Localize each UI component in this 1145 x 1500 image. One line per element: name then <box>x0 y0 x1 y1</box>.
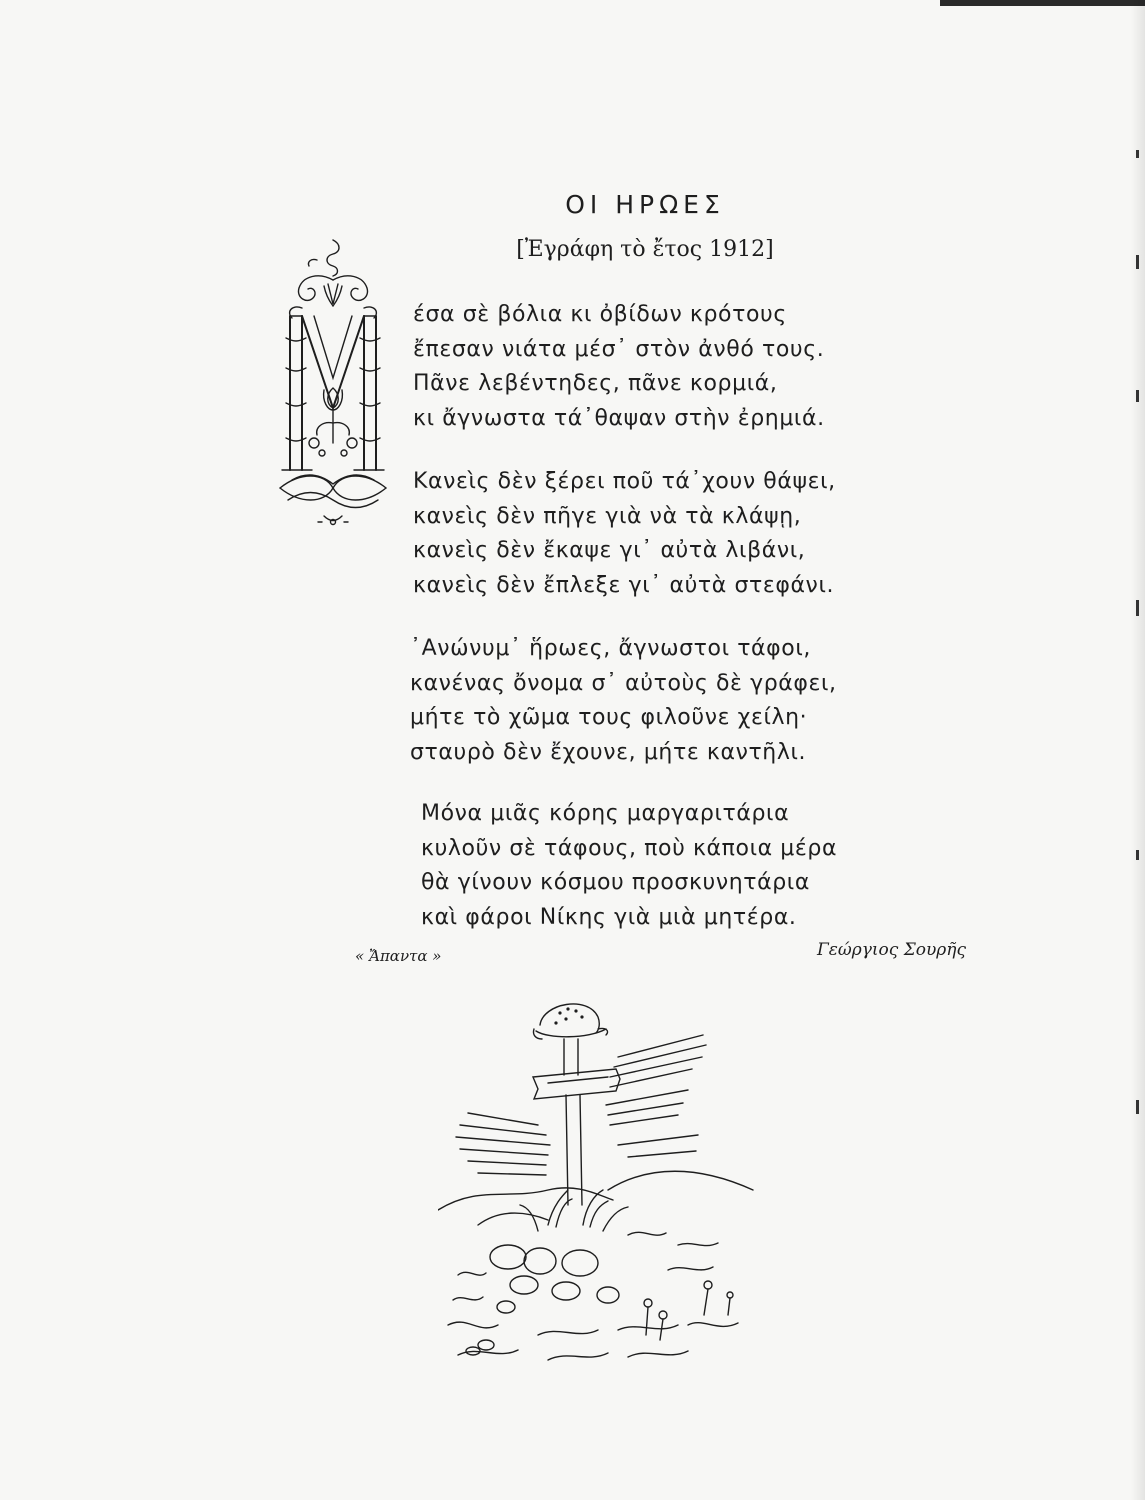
edge-mark <box>1136 600 1139 616</box>
poem-line: θὰ γίνουν κόσμου προσκυνητάρια <box>421 870 810 895</box>
poem-line: Κανεὶς δὲν ξέρει ποῦ τά᾽χουν θάψει, <box>413 469 836 494</box>
poem-line: καὶ φάροι Νίκης γιὰ μιὰ μητέρα. <box>421 904 797 930</box>
author-name: Γεώργιος Σουρῆς <box>816 940 966 960</box>
poem-title: ΟΙ ΗΡΩΕΣ <box>565 190 725 219</box>
stanza-1 <box>413 298 825 436</box>
stanza-4 <box>421 797 837 935</box>
page-binding-shadow <box>1131 0 1145 1500</box>
poem-line: Μόνα μιᾶς κόρης μαργαριτάρια <box>421 801 790 826</box>
poem-line: ᾽Ανώνυμ᾽ ἥρωες, ἄγνωστοι τάφοι, <box>410 636 811 661</box>
edge-mark <box>1136 390 1139 402</box>
poem-line: κανεὶς δὲν ἔκαψε γι᾽ αὐτὰ λιβάνι, <box>413 538 806 563</box>
grave-cross-helmet-illustration <box>438 995 763 1370</box>
edge-mark <box>1136 850 1139 860</box>
edge-mark <box>1136 1100 1139 1114</box>
poem-line: ἔπεσαν νιάτα μέσ᾽ στὸν ἀνθό τους. <box>413 336 825 362</box>
stanza-3 <box>410 632 837 770</box>
poem-line: έσα σὲ βόλια κι ὀβίδων κρότους <box>413 302 787 327</box>
poem-line: Πᾶνε λεβέντηδες, πᾶνε κορμιά, <box>413 371 778 396</box>
poem-line: κι ἄγνωστα τά᾽θαψαν στὴν ἐρημιά. <box>413 405 825 431</box>
poem-line: κυλοῦν σὲ τάφους, ποὺ κάποια μέρα <box>421 835 838 861</box>
poem-line: κανεὶς δὲν πῆγε γιὰ νὰ τὰ κλάψῃ, <box>413 503 802 529</box>
edge-mark <box>1136 150 1139 158</box>
source-citation: « Ἄπαντα » <box>355 947 442 965</box>
page-edge-shadow <box>940 0 1145 6</box>
poem-line: κανεὶς δὲν ἔπλεξε γι᾽ αὐτὰ στεφάνι. <box>413 572 835 598</box>
poem-line: σταυρὸ δὲν ἔχουνε, μήτε καντῆλι. <box>410 739 807 765</box>
poem-subtitle: [Ἐγράφη τὸ ἔτος 1912] <box>516 237 774 262</box>
poem-line: μήτε τὸ χῶμα τους φιλοῦνε χείλη· <box>410 705 808 730</box>
stanza-2 <box>413 465 836 603</box>
drop-cap-m-ornament <box>272 238 394 530</box>
poem-line: κανένας ὄνομα σ᾽ αὐτοὺς δὲ γράφει, <box>410 670 837 696</box>
edge-mark <box>1136 255 1139 269</box>
